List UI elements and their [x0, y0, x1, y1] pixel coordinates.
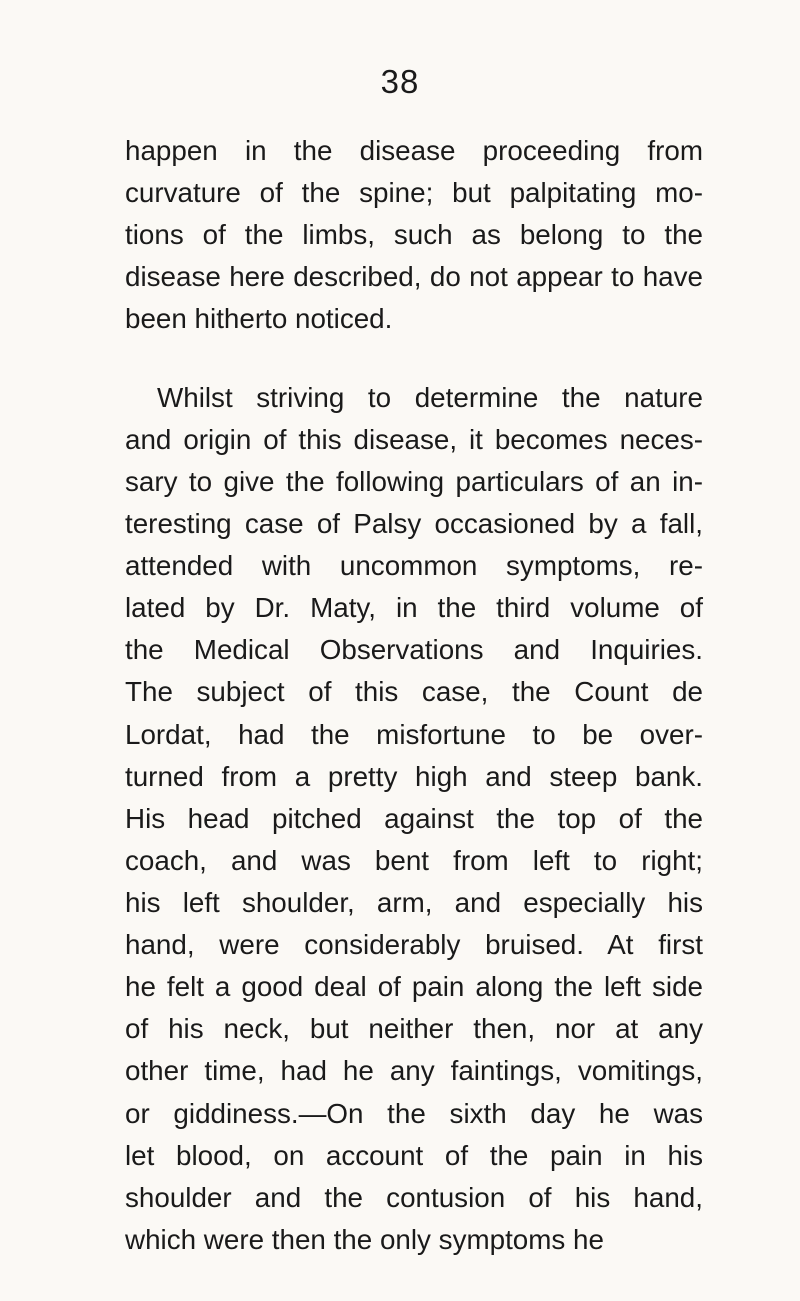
- text-line: let blood, on account of the pain in his: [125, 1140, 703, 1171]
- text-line: The subject of this case, the Count de: [125, 676, 703, 707]
- text-line: other time, had he any faintings, vomitings,: [125, 1055, 703, 1086]
- text-line: he felt a good deal of pain along the left side: [125, 971, 703, 1002]
- text-line: of his neck, but neither then, nor at any: [125, 1013, 703, 1044]
- text-line: shoulder and the contusion of his hand,: [125, 1182, 703, 1213]
- text-line: lated by Dr. Maty, in the third volume of: [125, 592, 703, 623]
- text-line: sary to give the following particulars of an in-: [125, 466, 703, 497]
- text-line: which were then the only symptoms he: [125, 1224, 604, 1255]
- text-line: tions of the limbs, such as belong to the: [125, 219, 703, 250]
- text-line: and origin of this disease, it becomes neces-: [125, 424, 703, 455]
- text-line: attended with uncommon symptoms, re-: [125, 550, 703, 581]
- text-line: been hitherto noticed.: [125, 303, 393, 334]
- text-line: teresting case of Palsy occasioned by a fall,: [125, 508, 703, 539]
- page-number: 38: [380, 63, 420, 100]
- text-line: hand, were considerably bruised. At first: [125, 929, 703, 960]
- text-line: curvature of the spine; but palpitating mo-: [125, 177, 703, 208]
- text-line: Lordat, had the misfortune to be over-: [125, 719, 703, 750]
- text-line: His head pitched against the top of the: [125, 803, 703, 834]
- text-line: or giddiness.—On the sixth day he was: [125, 1098, 703, 1129]
- text-line: happen in the disease proceeding from: [125, 135, 703, 166]
- text-line: his left shoulder, arm, and especially his: [125, 887, 703, 918]
- text-line: disease here described, do not appear to have: [125, 261, 703, 292]
- text-line: turned from a pretty high and steep bank.: [125, 761, 703, 792]
- text-line: the Medical Observations and Inquiries.: [125, 634, 703, 665]
- text-line: coach, and was bent from left to right;: [125, 845, 703, 876]
- text-line: Whilst striving to determine the nature: [157, 382, 703, 413]
